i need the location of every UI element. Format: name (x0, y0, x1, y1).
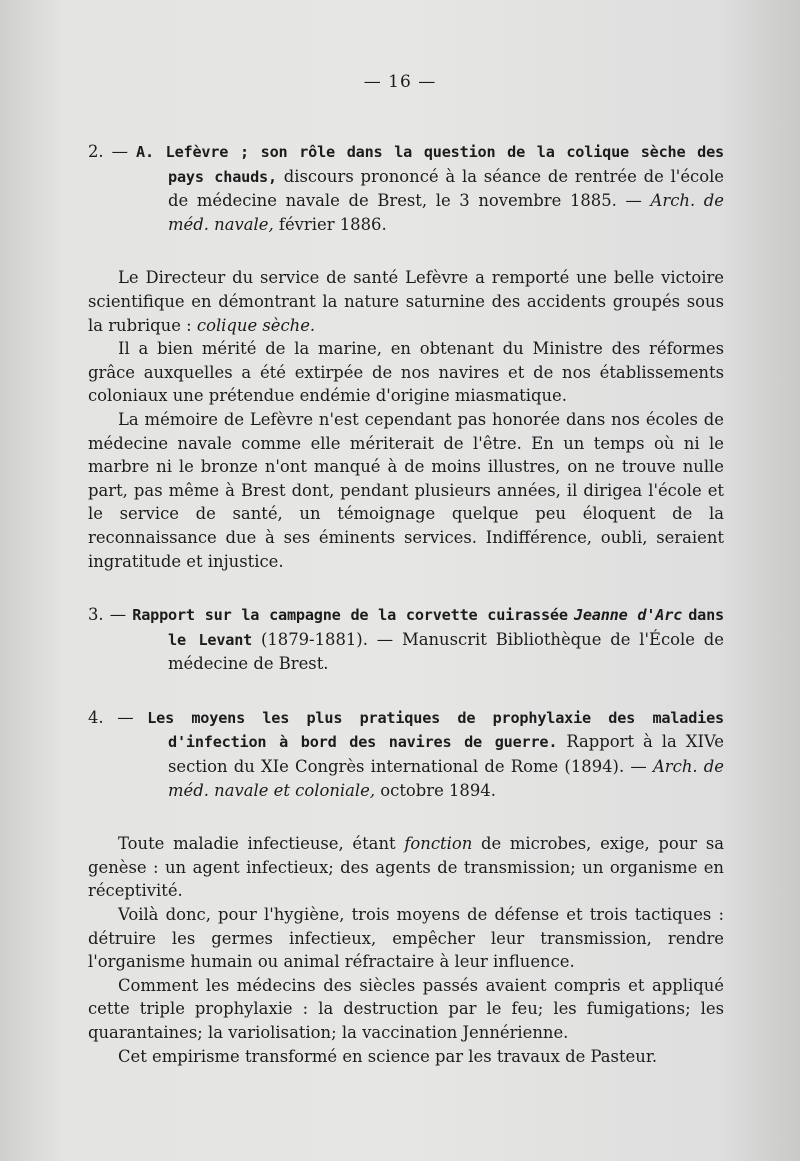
paragraph: Cet empirisme transformé en science par les travaux de Pasteur. (118, 1046, 658, 1066)
entry-date: février 1886. (278, 214, 387, 234)
page-number: — 16 — (363, 72, 437, 92)
paragraph: Le Directeur du service de santé Lefèvre a remporté une belle victoire scientifique en démontrant la nature saturnine des accidents groupés sous la rubrique : colique sèche. (88, 268, 724, 335)
bibliography-entry-2 (88, 140, 724, 236)
entry-text: (1879-1881). — Manuscrit Bibliothèque de l'École de médecine de Brest. (168, 629, 724, 674)
entry-title: Rapport sur la campagne de la corvette cuirassée (132, 606, 568, 625)
emphasis: colique sèche. (196, 315, 316, 335)
entry-number: 2. (88, 142, 104, 161)
entry-number: 3. (88, 605, 104, 625)
entry-dash: — (111, 142, 129, 161)
paragraph: Comment les médecins des siècles passés avaient compris et appliqué cette triple prophylaxie : la destruction par le feu; les fumigations; les quarantaines; la variolisation; la vaccination Jennérienne. (88, 975, 724, 1042)
entry-title: A. Lefèvre ; son rôle dans la question de la colique sèche des pays chauds, (136, 143, 724, 186)
entry-journal: Arch. de méd. navale et coloniale, (168, 757, 724, 800)
paragraph: La mémoire de Lefèvre n'est cependant pas honorée dans nos écoles de médecine navale comme elle mériterait de l'être. En un temps où ni le marbre ni le bronze n'ont manqué à de moins illustres, on ne trouve nulle part, pas même à Brest dont, pendant plusieurs années, il dirigea l'école et le service de santé, un témoignage quelque peu éloquent de la reconnaissance due à ses éminents services. Indifférence, oubli, seraient ingratitude et injustice. (88, 409, 724, 571)
entry-journal: Arch. de méd. navale, (168, 191, 724, 234)
entry-dash: — (117, 707, 134, 727)
paragraph: Toute maladie infectieuse, étant fonction de microbes, exige, pour sa genèse : un agent infectieux; des agents de transmission; un organisme en réceptivité. (88, 834, 725, 901)
emphasis: fonction (404, 834, 473, 854)
page-content (88, 140, 724, 1068)
paragraph: Voilà donc, pour l'hygiène, trois moyens de défense et trois tactiques : détruire les germes infectieux, empêcher leur transmission, rendre l'organisme humain ou animal réfractaire à leur influence. (88, 905, 724, 972)
entry-title-cont: dans le Levant (168, 606, 724, 649)
bibliography-entry-4 (88, 706, 724, 802)
entry-dash: — (109, 605, 127, 625)
entry-title: Les moyens les plus pratiques de prophylaxie des maladies d'infection à bord des navires de guerre. (147, 708, 724, 752)
entry-number: 4. (88, 707, 104, 727)
entry-text: discours prononcé à la séance de rentrée de l'école de médecine navale de Brest, le 3 novembre 1885. — (168, 166, 725, 211)
entry-date: octobre 1894. (380, 780, 496, 800)
entry-text: Rapport à la XIVe section du XIe Congrès international de Rome (1894). — (168, 732, 724, 777)
entry-ship-name: Jeanne d'Arc (573, 606, 683, 625)
bibliography-entry-3 (88, 603, 724, 676)
paragraph: Il a bien mérité de la marine, en obtenant du Ministre des réformes grâce auxquelles a été extirpée de nos navires et de nos établissements coloniaux une prétendue endémie d'origine miasmatique. (88, 339, 724, 406)
